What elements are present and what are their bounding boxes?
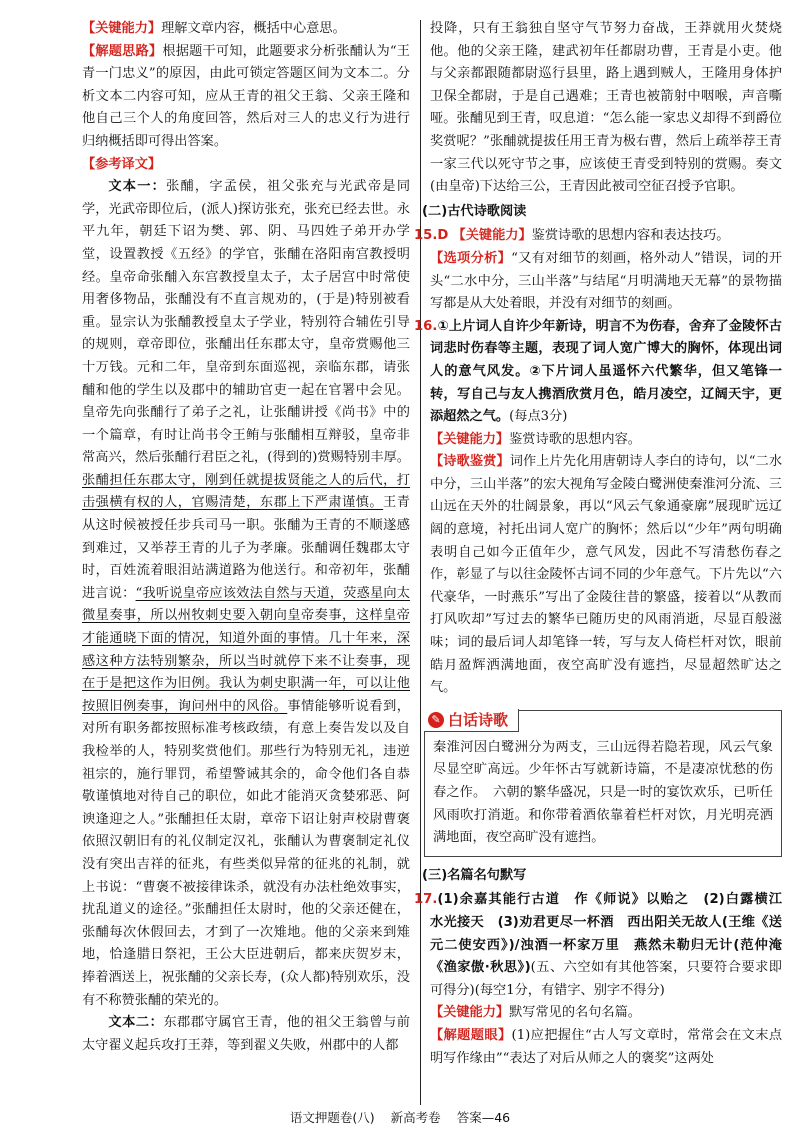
- column-divider: [420, 20, 421, 1105]
- key-ability-1: 【关键能力】理解文章内容，概括中心意思。: [82, 21, 346, 36]
- question-16-key-ability: 【关键能力】鉴赏诗歌的思想内容。: [430, 431, 641, 447]
- vernacular-poem-title: ✎ 白话诗歌: [424, 709, 519, 732]
- question-16-answer: 16.①上片词人自许少年新诗，明言不为伤春，舍弃了金陵怀古词悲时伤春等主题，表现了词人宽广博大的胸怀，体现出词人的意气风发。②下片词人虽遥怀六代繁华，但又笔锋一转，写自己与友人携酒欣赏月色，皓月凌空，辽阔天宇，更添超然之气。(每点3分): [414, 318, 782, 425]
- question-15-option-analysis: 【选项分析】“又有对细节的刻画，格外动人”错误，词的开头“二水中分，三山半落”与结尾“月明满地天无幕”的景物描写都是从大处着眼，并没有对细节的刻画。: [430, 250, 783, 312]
- reference-translation-heading: 【参考译文】: [82, 156, 162, 172]
- question-17-solution: 【解题题眼】(1)应把握住“古人写文章时，常常会在文末点明写作缘由”“表达了对后从师之人的褒奖”这两处: [430, 1027, 783, 1066]
- page-footer: 语文押题卷(八) 新高考卷 答案—46: [289, 1110, 511, 1125]
- text-one-translation: 文本一：张酺，字孟侯，祖父张充与光武帝是同学，光武帝即位后，(派人)探访张充，张充已经去世。永平九年，朝廷下诏为樊、郭、阴、马四姓子弟开办学堂，设置教授《五经》的学官，张酺在洛阳南宫教授明经。皇帝命张酺入东宫教授皇太子，太子居宫中时常使用奢侈物品，张酺没有不直言规劝的，(于是)特别被看重。显宗认为张酺教授皇太子学业，特别符合辅佐引导的规则，章帝即位，张酺出任东郡太守，皇帝赏赐他三十万钱。元和二年，皇帝到东面巡视，亲临东郡，请张酺和他的学生以及郡中的辅助官吏一起在官署中会见。皇帝先向张酺行了弟子之礼，让张酺讲授《尚书》中的一个篇章，有时让尚书令王鲔与张酺相互辩驳，皇帝非常高兴，然后张酺行君臣之礼，(得到的)赏赐特别丰厚。张酺担任东郡太守，刚到任就提拔贤能之人的后代，打击强横有权的人，官赐清楚，东郡上下严肃谨慎。王青从这时候被授任步兵司马一职。张酺为王青的不顺遂感到难过，又举荐王青的儿子为孝廉。张酺调任魏郡太守时，百姓流着眼泪站满道路为他送行。和帝初年，张酺进言说：“我听说皇帝应该效法自然与天道，荧惑星向太微星奏事，所以州牧刺史要入朝向皇帝奏事，这样皇帝才能通晓下面的情况，知道外面的事情。几十年来，深感这种方法特别繁杂，所以当时就停下来不让奏事，现在于是把这作为旧例。我认为刺史职满一年，可以让他按照旧例奏事，询问州中的风俗。事情能够听说看到，对所有职务都按照标准考核政绩，有意上奏告发以及自我检举的人，特别奖赏他们。那些行为特别无礼，违逆祖宗的，施行罪罚，希望警诫其余的，命令他们各自恭敬谨慎地对待自己的职位，如此才能消灭贪婪邪恶、阿谀逢迎之人。”张酺担任太尉，章帝下诏让射声校尉曹褒依照汉朝旧有的礼仪制定汉礼，张酺认为曹褒制定礼仪没有突出吉祥的征兆，有些类似异常的征兆的礼制，就上书说：“曹褒不被接律诛杀，就没有办法杜绝效事实，扰乱道义的途径。”张酺担任太尉时，他的父亲还健在，张酺每次休假回去，才到了一次雉地。他的父亲来到雉地，恰逢腊日祭祀，王公大臣进朝后，都来庆贺岁末，捧着酒送上，祝张酺的父亲长寿，(众人都)特别欢乐，没有不称赞张酺的荣光的。: [82, 179, 411, 1008]
- question-15: 15.D 【关键能力】鉴赏诗歌的思想内容和表达技巧。: [414, 228, 730, 244]
- text-two-continued: 投降，只有王翁独自坚守气节努力奋战，王莽就用火焚烧他。他的父亲王隆，建武初年任都尉功曹，王青是小吏。他与父亲都跟随都尉巡行县里，路上遇到贼人，王隆用身体护卫保全都尉，于是自己遇难；王青也被箭射中咽喉，声音嘶哑。张酺见到王青，叹息道：“怎么能一家忠义却得不到爵位奖赏呢？”张酺就提拔任用王青为极右曹，然后上疏举荐王青一家三代以死守节之事，应该使王青受到特别的赏赐。奏文(由皇帝)下达给三公，王青因此被司空征召授予官职。: [430, 21, 782, 195]
- text-two-translation: 文本二：东郡郡守属官王青，他的祖父王翁曾与前太守翟义起兵攻打王莽，等到翟义失败，州郡中的人都: [82, 1015, 410, 1053]
- vernacular-poem-box: [424, 710, 782, 857]
- question-16-poem-appreciation: 【诗歌鉴赏】词作上片先化用唐朝诗人李白的诗句，以“二水中分，三山半落”的宏大视角写金陵白鹭洲使秦淮河分流、三山远在天外的壮阔景象，再以“风云气象通豪廓”展现旷远辽阔的意境，衬托出词人宽广的胸怀；然后以“少年”两句明确表明自己如今正值年少，意气风发，因此不写清愁伤春之作，彰显了与以往金陵怀古词不同的少年意气。下片先以“六代豪华，一时燕乐”写出了金陵往昔的繁盛，接着以“从教而打风吹却”写过去的繁华已随历史的风雨消逝，尽显百般滋味；词的最后词人却笔锋一转，写与友人倚栏杆对饮，眼前皓月盈辉洒满地面，夜空高旷没有遮挡，尽显超然旷达之气。: [430, 454, 783, 696]
- section-famous-lines: (三)名篇名句默写: [422, 867, 527, 883]
- right-column: [414, 18, 796, 1070]
- left-column: [82, 18, 410, 1057]
- speech-bubble-icon: ✎: [428, 712, 444, 728]
- question-17-key-ability: 【关键能力】默写常见的名句名篇。: [430, 1005, 641, 1021]
- vernacular-poem-text: 秦淮河因白鹭洲分为两支，三山远得若隐若现，风云气象尽显空旷高远。少年怀古写就新诗篇，不是凄凉忧愁的伤春之作。 六朝的繁华盛况，只是一时的宴饮欢乐，已听任风雨吹打消逝。和你带着酒依靠着栏杆对饮，月光明亮洒满地面，夜空高旷没有遮挡。: [433, 739, 773, 846]
- section-ancient-poetry: (二)古代诗歌阅读: [422, 203, 527, 219]
- question-17-answer: 17.(1)余嘉其能行古道 作《师说》以贻之 (2)白露横江 水光接天 (3)劝君更尽一杯酒 西出阳关无故人(王维《送元二使安西》)/浊酒一杯家万里 燕然未勒归无计(范仲淹《渔家傲·秋思》)(五、六空如有其他答案，只要符合要求即可得分)(每空1分，有错字、别字不得分): [414, 892, 796, 998]
- solution-idea: 【解题思路】根据题干可知，此题要求分析张酺认为“王青一门忠义”的原因，由此可锁定答题区间为文本二。分析文本二内容可知，应从王青的祖父王翁、父亲王隆和他自己三个人的角度回答，然后对三人的忠义行为进行归纳概括即可得出答案。: [82, 43, 410, 149]
